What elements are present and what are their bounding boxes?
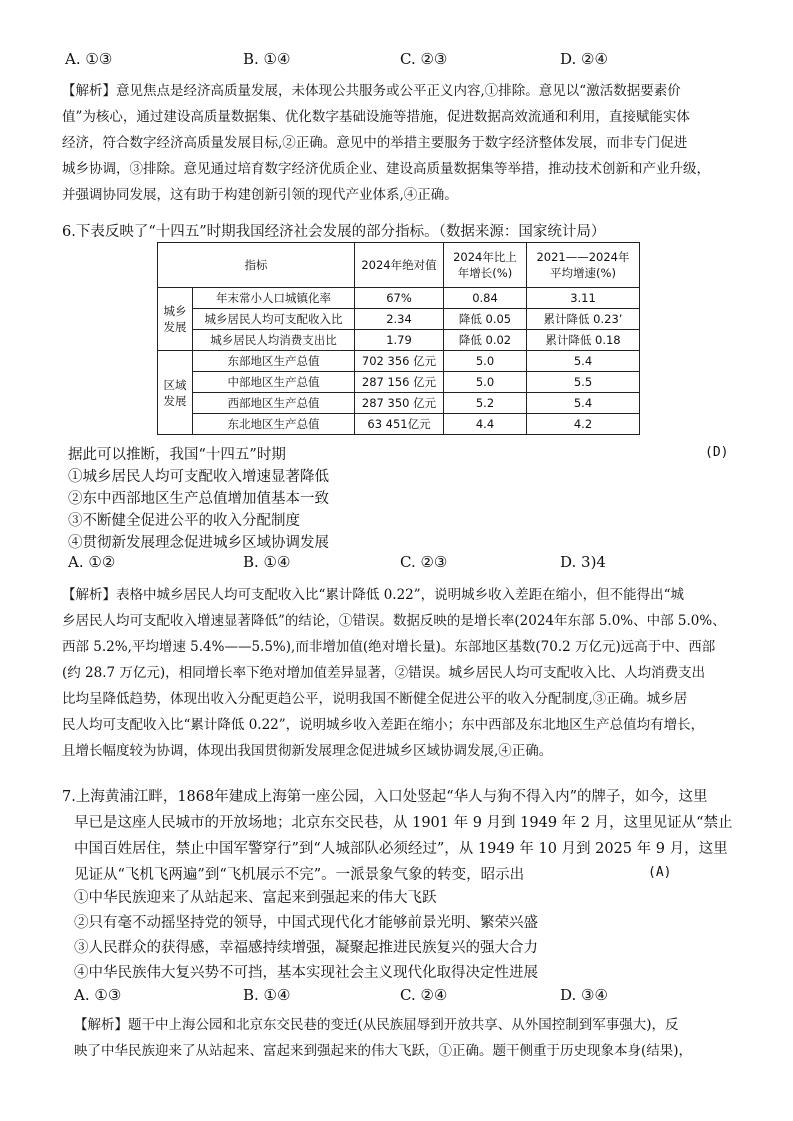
q5-analysis bbox=[62, 78, 762, 208]
q6-analysis-line: 乡居民人均可支配收入增速显著降低”的结论，①错误。数据反映的是增长率(2024年东部 5.0%、中部 5.0%、 bbox=[62, 613, 726, 629]
table-cell: 287 350 亿元 bbox=[355, 393, 444, 414]
table-group-label: 区域发展 bbox=[158, 351, 193, 435]
q7-stem-line: 中国百姓居住，禁止中国军警穿行”到“人城部队必须经过”，从 1949 年 10 月到 2025 年 9 月，这里 bbox=[74, 841, 728, 857]
q7-statement: ①中华民族迎来了从站起来、富起来到强起来的伟大飞跃 bbox=[74, 890, 437, 906]
q5-analysis-line: 【解析】意见焦点是经济高质量发展，未体现公共服务或公平正义内容,①排除。意见以“激活数据要素价 bbox=[62, 83, 681, 99]
table-cell: 5.4 bbox=[527, 393, 640, 414]
table-cell: 0.84 bbox=[444, 288, 527, 309]
table-group-label: 城乡发展 bbox=[158, 288, 193, 351]
table-row bbox=[158, 414, 640, 435]
q7-stem bbox=[62, 784, 733, 888]
table-cell: 5.2 bbox=[444, 393, 527, 414]
q5-analysis-line: 城乡协调，③排除。意见通过培育数字经济优质企业、建设高质量数据集等举措，推动技术创新和产业升级， bbox=[62, 161, 710, 177]
table-row bbox=[158, 351, 640, 372]
table-header: 2021——2024年平均增速(%) bbox=[527, 243, 640, 288]
table-cell: 累计降低 0.23’ bbox=[527, 309, 640, 330]
table-cell: 东部地区生产总值 bbox=[193, 351, 355, 372]
q6-analysis-line: 且增长幅度较为协调，体现出我国贯彻新发展理念促进城乡区域协调发展,④正确。 bbox=[62, 743, 553, 759]
table-cell: 年末常小人口城镇化率 bbox=[193, 288, 355, 309]
table-cell: 287 156 亿元 bbox=[355, 372, 444, 393]
table-cell: 63 451亿元 bbox=[355, 414, 444, 435]
q5-analysis-line: 并强调协同发展，这有助于构建创新引领的现代产业体系,④正确。 bbox=[62, 187, 458, 203]
table-row bbox=[158, 393, 640, 414]
table-cell: 西部地区生产总值 bbox=[193, 393, 355, 414]
q7-analysis bbox=[74, 1012, 774, 1064]
q6-prompt: 据此可以推断，我国“十四五”时期 bbox=[68, 447, 286, 463]
q6-statement: ③不断健全促进公平的收入分配制度 bbox=[68, 513, 300, 529]
table-cell: 5.4 bbox=[527, 351, 640, 372]
q7-answer: (A) bbox=[648, 865, 672, 880]
q7-statement: ②只有毫不动摇坚持党的领导，中国式现代化才能够前景光明、繁荣兴盛 bbox=[74, 915, 538, 931]
q6-option-d: D. 3)4 bbox=[560, 553, 606, 571]
q6-option-c: C. ②③ bbox=[400, 553, 448, 571]
q7-analysis-line: 映了中华民族迎来了从站起来、富起来到强起来的伟大飞跃，①正确。题干侧重于历史现象本身(结果)， bbox=[74, 1043, 693, 1059]
q6-stem: 6.下表反映了“十四五”时期我国经济社会发展的部分指标。（数据来源：国家统计局） bbox=[62, 224, 606, 240]
q6-statement: ①城乡居民人均可支配收入增速显著降低 bbox=[68, 469, 329, 485]
table-cell: 5.0 bbox=[444, 351, 527, 372]
table-cell: 降低 0.02 bbox=[444, 330, 527, 351]
q5-analysis-line: 经济，符合数字经济高质量发展目标,②正确。意见中的举措主要服务于数字经济整体发展，而非专门促进 bbox=[62, 135, 688, 151]
table-row bbox=[158, 330, 640, 351]
table-header: 2024年绝对值 bbox=[355, 243, 444, 288]
table-row bbox=[158, 288, 640, 309]
table-cell: 702 356 亿元 bbox=[355, 351, 444, 372]
table-cell: 2.34 bbox=[355, 309, 444, 330]
q7-option-b: B. ①④ bbox=[243, 986, 291, 1004]
q6-analysis-line: 民人均可支配收入比“累计降低 0.22”，说明城乡收入差距在缩小；东中西部及东北地区生产总值均有增长， bbox=[62, 717, 705, 733]
q5-option-d: D. ②④ bbox=[560, 50, 608, 68]
table-cell: 累计降低 0.18 bbox=[527, 330, 640, 351]
table-cell: 降低 0.05 bbox=[444, 309, 527, 330]
q7-option-c: C. ②④ bbox=[400, 986, 448, 1004]
q6-option-a: A. ①② bbox=[68, 553, 116, 571]
q7-analysis-line: 【解析】题干中上海公园和北京东交民巷的变迁(从民族屈辱到开放共享、从外国控制到军事强大)，反 bbox=[74, 1017, 679, 1033]
table-cell: 东北地区生产总值 bbox=[193, 414, 355, 435]
table-cell: 城乡居民人均消费支出比 bbox=[193, 330, 355, 351]
q5-analysis-line: 值”为核心，通过建设高质量数据集、优化数字基础设施等措施，促进数据高效流通和利用，直接赋能实体 bbox=[62, 109, 690, 125]
q6-analysis-line: (约 28.7 万亿元)，相同增长率下绝对增加值差异显著，②错误。城乡居民人均可支配收入比、人均消费支出 bbox=[62, 665, 706, 681]
q5-option-c: C. ②③ bbox=[400, 50, 448, 68]
table-cell: 中部地区生产总值 bbox=[193, 372, 355, 393]
q6-analysis-line: 【解析】表格中城乡居民人均可支配收入比“累计降低 0.22”，说明城乡收入差距在缩小，但不能得出“城 bbox=[62, 587, 685, 603]
q7-stem-line: 7.上海黄浦江畔，1868年建成上海第一座公园，入口处竖起“华人与狗不得入内”的牌子，如今，这里 bbox=[62, 789, 708, 805]
indicator-table bbox=[157, 242, 640, 435]
q7-stem-line: 见证从“飞机飞两遍”到“飞机展示不完”。一派景象气象的转变，昭示出 bbox=[74, 867, 525, 883]
q6-option-b: B. ①④ bbox=[243, 553, 291, 571]
q6-analysis-line: 比均呈降低趋势，体现出收入分配更趋公平，说明我国不断健全促进公平的收入分配制度,③正确。城乡居 bbox=[62, 691, 688, 707]
table-cell: 3.11 bbox=[527, 288, 640, 309]
q5-option-b: B. ①④ bbox=[243, 50, 291, 68]
table-header: 指标 bbox=[158, 243, 355, 288]
table-cell: 城乡居民人均可支配收入比 bbox=[193, 309, 355, 330]
q7-statement: ③人民群众的获得感，幸福感持续增强，凝聚起推进民族复兴的强大合力 bbox=[74, 940, 538, 956]
table-row bbox=[158, 372, 640, 393]
q7-stem-line: 早已是这座人民城市的开放场地；北京东交民巷，从 1901 年 9 月到 1949 年 2 月，这里见证从“禁止 bbox=[74, 815, 733, 831]
table-cell: 1.79 bbox=[355, 330, 444, 351]
q6-answer: (D) bbox=[705, 445, 729, 460]
q7-statement: ④中华民族伟大复兴势不可挡，基本实现社会主义现代化取得决定性进展 bbox=[74, 965, 538, 981]
table-cell: 67% bbox=[355, 288, 444, 309]
q6-analysis bbox=[62, 582, 762, 764]
table-header-row bbox=[158, 243, 640, 288]
table-cell: 5.5 bbox=[527, 372, 640, 393]
table-header: 2024年比上年增长(%) bbox=[444, 243, 527, 288]
table-cell: 5.0 bbox=[444, 372, 527, 393]
q6-statement: ④贯彻新发展理念促进城乡区域协调发展 bbox=[68, 535, 329, 551]
q7-option-d: D. ③④ bbox=[560, 986, 608, 1004]
q7-option-a: A. ①③ bbox=[74, 986, 122, 1004]
q6-statement: ②东中西部地区生产总值增加值基本一致 bbox=[68, 491, 329, 507]
table-row bbox=[158, 309, 640, 330]
q6-analysis-line: 西部 5.2%,平均增速 5.4%——5.5%),而非增加值(绝对增长量)。东部地区基数(70.2 万亿元)远高于中、西部 bbox=[62, 639, 716, 655]
table-cell: 4.4 bbox=[444, 414, 527, 435]
table-cell: 4.2 bbox=[527, 414, 640, 435]
q5-option-a: A. ①③ bbox=[65, 50, 113, 68]
